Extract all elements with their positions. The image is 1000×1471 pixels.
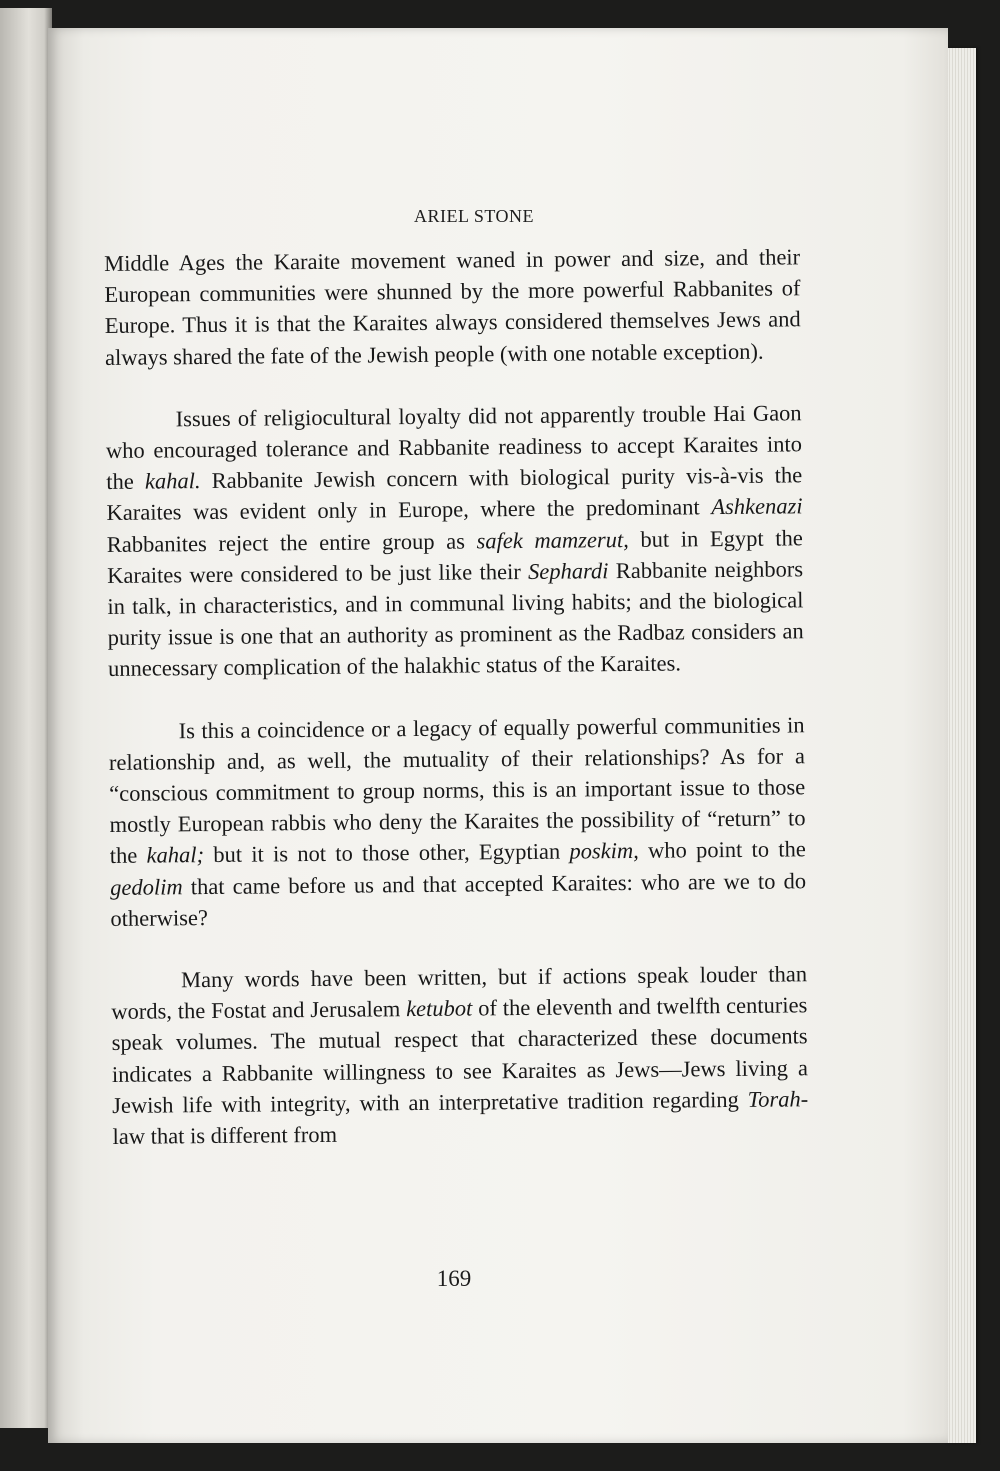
paragraph-2 bbox=[105, 397, 804, 684]
text-run: Issues of religiocultural loyalty did not apparently trouble Hai Gaon who encouraged tolerance and Rabbanite readiness to accept Karaites into the bbox=[105, 400, 803, 495]
running-head: ARIEL STONE bbox=[414, 206, 534, 226]
text-run: but it is not to those other, Egyptian bbox=[203, 839, 570, 868]
facing-page-edge bbox=[0, 8, 52, 1428]
text-run: who point to the bbox=[638, 836, 806, 864]
text-run: but in Egypt the Karaites were considered to be just like their bbox=[107, 524, 803, 588]
text-run: Rabbanite neighbors in talk, in characteristics, and in communal living habits; and the biological purity issue is one that an authority as prominent as the Radbaz considers an unnecessary complication of the halakhic status of the Karaites. bbox=[107, 556, 804, 682]
paragraph-4 bbox=[111, 958, 809, 1152]
text-run: Many words have been written, but if actions speak louder than words, the Fostat and Jerusalem bbox=[111, 961, 808, 1025]
text-run: -law that is different from bbox=[112, 1086, 809, 1150]
paragraph-1 bbox=[104, 241, 801, 372]
italic-term: gedolim bbox=[110, 873, 183, 900]
text-run: Rabbanites reject the entire group as bbox=[106, 528, 477, 557]
paragraph-3 bbox=[108, 709, 806, 934]
text-run: Is this a coincidence or a legacy of equally powerful communities in relationship and, as well, the mutuality of their relationships? As for a “conscious commitment to group norms, this is an important issue to those mostly European rabbis who deny the Karaites the possibility of “return” to the bbox=[108, 711, 806, 869]
page-stack-edge bbox=[946, 48, 976, 1443]
italic-term: kahal. bbox=[144, 468, 201, 494]
italic-term: poskim, bbox=[569, 838, 639, 865]
italic-term: ketubot bbox=[406, 995, 473, 1022]
italic-term: Sephardi bbox=[527, 558, 609, 584]
text-run: of the eleventh and twelfth centuries speak volumes. The mutual respect that characterized these documents indicates a Rabbanite willingness to see Karaites as Jews—Jews living a Jewish life with integrity, with an interpretative tradition regarding bbox=[111, 992, 809, 1118]
text-run: Middle Ages the Karaite movement waned in power and size, and their European communities were shunned by the more powerful Rabbanites of Europe. Thus it is that the Karaites always considered themselves Jews and always shared the fate of the Jewish people (with one notable exception). bbox=[104, 244, 801, 370]
text-run: Rabbanite Jewish concern with biological purity vis-à-vis the Karaites was evident only in Europe, where the predominant bbox=[106, 462, 803, 526]
italic-term: safek mamzerut, bbox=[476, 526, 629, 554]
italic-term: Ashkenazi bbox=[711, 493, 803, 520]
italic-term: kahal; bbox=[146, 842, 205, 869]
italic-term: Torah bbox=[747, 1086, 801, 1112]
text-run: that came before us and that accepted Karaites: who are we to do otherwise? bbox=[110, 867, 807, 931]
page-number: 169 bbox=[436, 1266, 472, 1291]
body-text bbox=[104, 241, 809, 1183]
